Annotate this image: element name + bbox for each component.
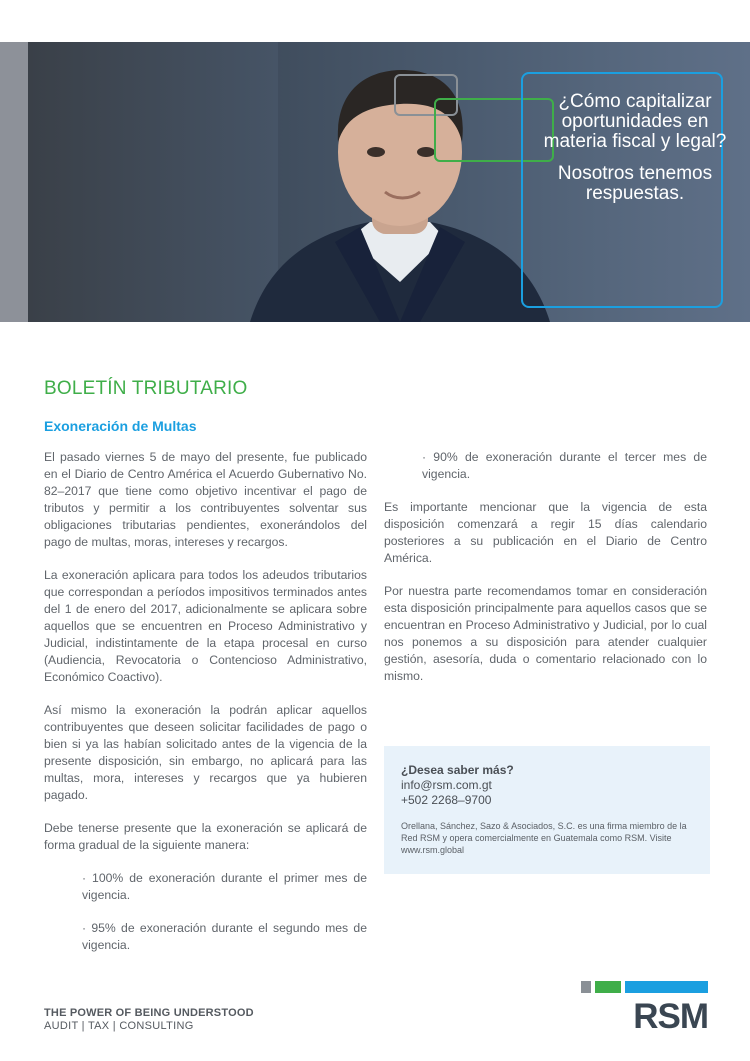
- bullet-second-month: · 95% de exoneración durante el segundo mes de vigencia.: [82, 921, 367, 952]
- tagline-slogan: THE POWER OF BEING UNDERSTOOD: [44, 1007, 254, 1019]
- logo-bar-green: [595, 981, 621, 993]
- logo-color-bars: [581, 981, 708, 993]
- document-title: BOLETÍN TRIBUTARIO: [44, 378, 248, 399]
- paragraph-publication: El pasado viernes 5 de mayo del presente, fue publicado en el Diario de Centro América el Acuerdo Gubernativo No. 82–2017 que tiene como objetivo incentivar el pago de tributos y permitir a los contribuyentes solventar sus obligaciones tributarias pendientes, exonerándolos del pago de multas, moras, intereses y recargos.: [44, 450, 367, 549]
- tagline-services: AUDIT | TAX | CONSULTING: [44, 1020, 194, 1032]
- hero-left-strip: [0, 42, 28, 322]
- hero-message: [540, 92, 730, 216]
- contact-box: [384, 746, 710, 874]
- bullet-first-month: · 100% de exoneración durante el primer mes de vigencia.: [82, 871, 367, 902]
- text-column-left: [44, 449, 367, 970]
- logo-bar-gray: [581, 981, 591, 993]
- contact-title: ¿Desea saber más?: [401, 763, 514, 777]
- footer-tagline: [44, 1007, 254, 1033]
- document-subtitle: Exoneración de Multas: [44, 418, 197, 434]
- hero-question: ¿Cómo capitalizar oportunidades en materia fiscal y legal?: [543, 91, 727, 152]
- paragraph-gradual: Debe tenerse presente que la exoneración se aplicará de forma gradual de la siguiente manera:: [44, 821, 367, 852]
- bullet-third-month: · 90% de exoneración durante el tercer mes de vigencia.: [422, 450, 707, 481]
- text-column-right: [384, 449, 707, 701]
- contact-phone: +502 2268–9700: [401, 793, 492, 807]
- hero-answer: Nosotros tenemos respuestas.: [557, 163, 713, 204]
- paragraph-validity: Es importante mencionar que la vigencia de esta disposición comenzará a regir 15 días calendario posteriores a su publicación en el Diario de Centro América.: [384, 500, 707, 565]
- contact-disclaimer: Orellana, Sánchez, Sazo & Asociados, S.C. es una firma miembro de la Red RSM y opera comercialmente en Guatemala como RSM. Visite www.rsm.global: [401, 821, 687, 855]
- paragraph-payment-facilities: Así mismo la exoneración la podrán aplicar aquellos contribuyentes que deseen solicitar facilidades de pago o bien si ya las habían solicitado antes de la vigencia de la presente disposición, sin embargo, no aplicará para las multas, mora, intereses y recargos que ya hubieren pagado.: [44, 703, 367, 802]
- hero-banner: [0, 42, 750, 322]
- logo-bar-blue: [625, 981, 708, 993]
- paragraph-recommendation: Por nuestra parte recomendamos tomar en consideración esta disposición principalmente para aquellos casos que se encuentran en Proceso Administrativo y Judicial, por lo cual nos ponemos a su disposición para atender cualquier gestión, asesoría, duda o comentario relacionado con lo mismo.: [384, 584, 707, 683]
- paragraph-scope: La exoneración aplicara para todos los adeudos tributarios que correspondan a períodos impositivos terminados antes del 1 de enero del 2017, adicionalmente se aplicara sobre aquellos que se encuentren en Proceso Administrativo y Judicial, indistintamente de la etapa procesal en curso (Audiencia, Revocatoria o Contencioso Administrativo, Económico Coactivo).: [44, 568, 367, 684]
- rsm-logo: RSM: [633, 997, 708, 1036]
- contact-email-link[interactable]: info@rsm.com.gt: [401, 778, 492, 792]
